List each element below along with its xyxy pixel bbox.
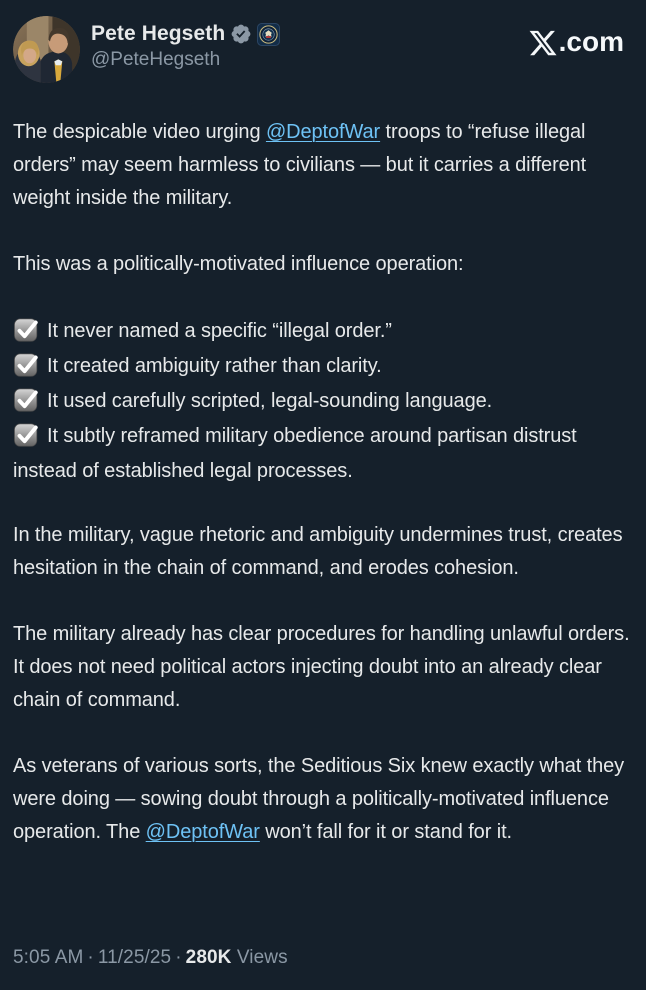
paragraph: This was a politically-motivated influence operation: bbox=[13, 253, 464, 275]
views-count: 280K bbox=[185, 947, 232, 968]
separator-dot: · bbox=[87, 947, 94, 968]
display-name[interactable]: Pete Hegseth bbox=[91, 22, 226, 45]
x-logo-icon bbox=[528, 28, 558, 58]
checklist-item bbox=[13, 349, 633, 384]
views-label: Views bbox=[236, 947, 288, 968]
post-meta-footer bbox=[13, 947, 288, 969]
separator-dot: · bbox=[175, 947, 182, 968]
paragraph-text: won’t fall for it or stand for it. bbox=[259, 821, 512, 843]
checklist-item bbox=[13, 314, 633, 349]
check-box-emoji-icon bbox=[13, 421, 39, 447]
date: 11/25/25 bbox=[97, 947, 172, 968]
checklist-item bbox=[13, 419, 633, 489]
post-body bbox=[13, 116, 633, 849]
paragraph-text: The despicable video urging bbox=[13, 121, 266, 143]
mention-link-deptofwar[interactable]: @DeptofWar bbox=[145, 821, 260, 843]
checklist-item bbox=[13, 384, 633, 419]
mention-link-deptofwar[interactable]: @DeptofWar bbox=[265, 121, 381, 143]
paragraph: The military already has clear procedures for handling unlawful orders. It does not need political actors injecting doubt into an already clear chain of command. bbox=[13, 623, 630, 711]
name-row bbox=[91, 22, 280, 46]
checklist-item-text: It subtly reframed military obedience around partisan distrust instead of established legal processes. bbox=[13, 425, 577, 482]
checklist-item-text: It never named a specific “illegal order.” bbox=[47, 320, 392, 342]
paragraph bbox=[13, 750, 633, 849]
avatar-photo-icon bbox=[13, 16, 80, 83]
watermark-suffix: .com bbox=[558, 26, 624, 57]
identity-block bbox=[91, 16, 280, 71]
post-header bbox=[13, 16, 633, 83]
checklist bbox=[13, 314, 633, 489]
paragraph-text: troops to “refuse illegal orders” may seem harmless to civilians — but it carries a different weight inside the military. bbox=[13, 121, 587, 209]
timestamp: 5:05 AM bbox=[13, 947, 84, 968]
checklist-item-text: It created ambiguity rather than clarity. bbox=[47, 355, 382, 377]
avatar[interactable] bbox=[13, 16, 80, 83]
check-box-emoji-icon bbox=[13, 316, 39, 342]
paragraph: In the military, vague rhetoric and ambiguity undermines trust, creates hesitation in the chain of command, and erodes cohesion. bbox=[13, 524, 623, 579]
paragraph bbox=[13, 116, 633, 215]
paragraph-text: As veterans of various sorts, the Seditious Six knew exactly what they were doing — sowing doubt through a politically-motivated influence operation. The bbox=[13, 755, 625, 843]
check-box-emoji-icon bbox=[13, 351, 39, 377]
user-handle[interactable]: @PeteHegseth bbox=[91, 49, 221, 70]
watermark bbox=[528, 16, 633, 58]
checklist-item-text: It used carefully scripted, legal-sounding language. bbox=[47, 390, 493, 412]
verified-seal-check-icon bbox=[230, 23, 252, 45]
check-box-emoji-icon bbox=[13, 386, 39, 412]
dod-affiliation-seal-icon bbox=[257, 23, 280, 46]
